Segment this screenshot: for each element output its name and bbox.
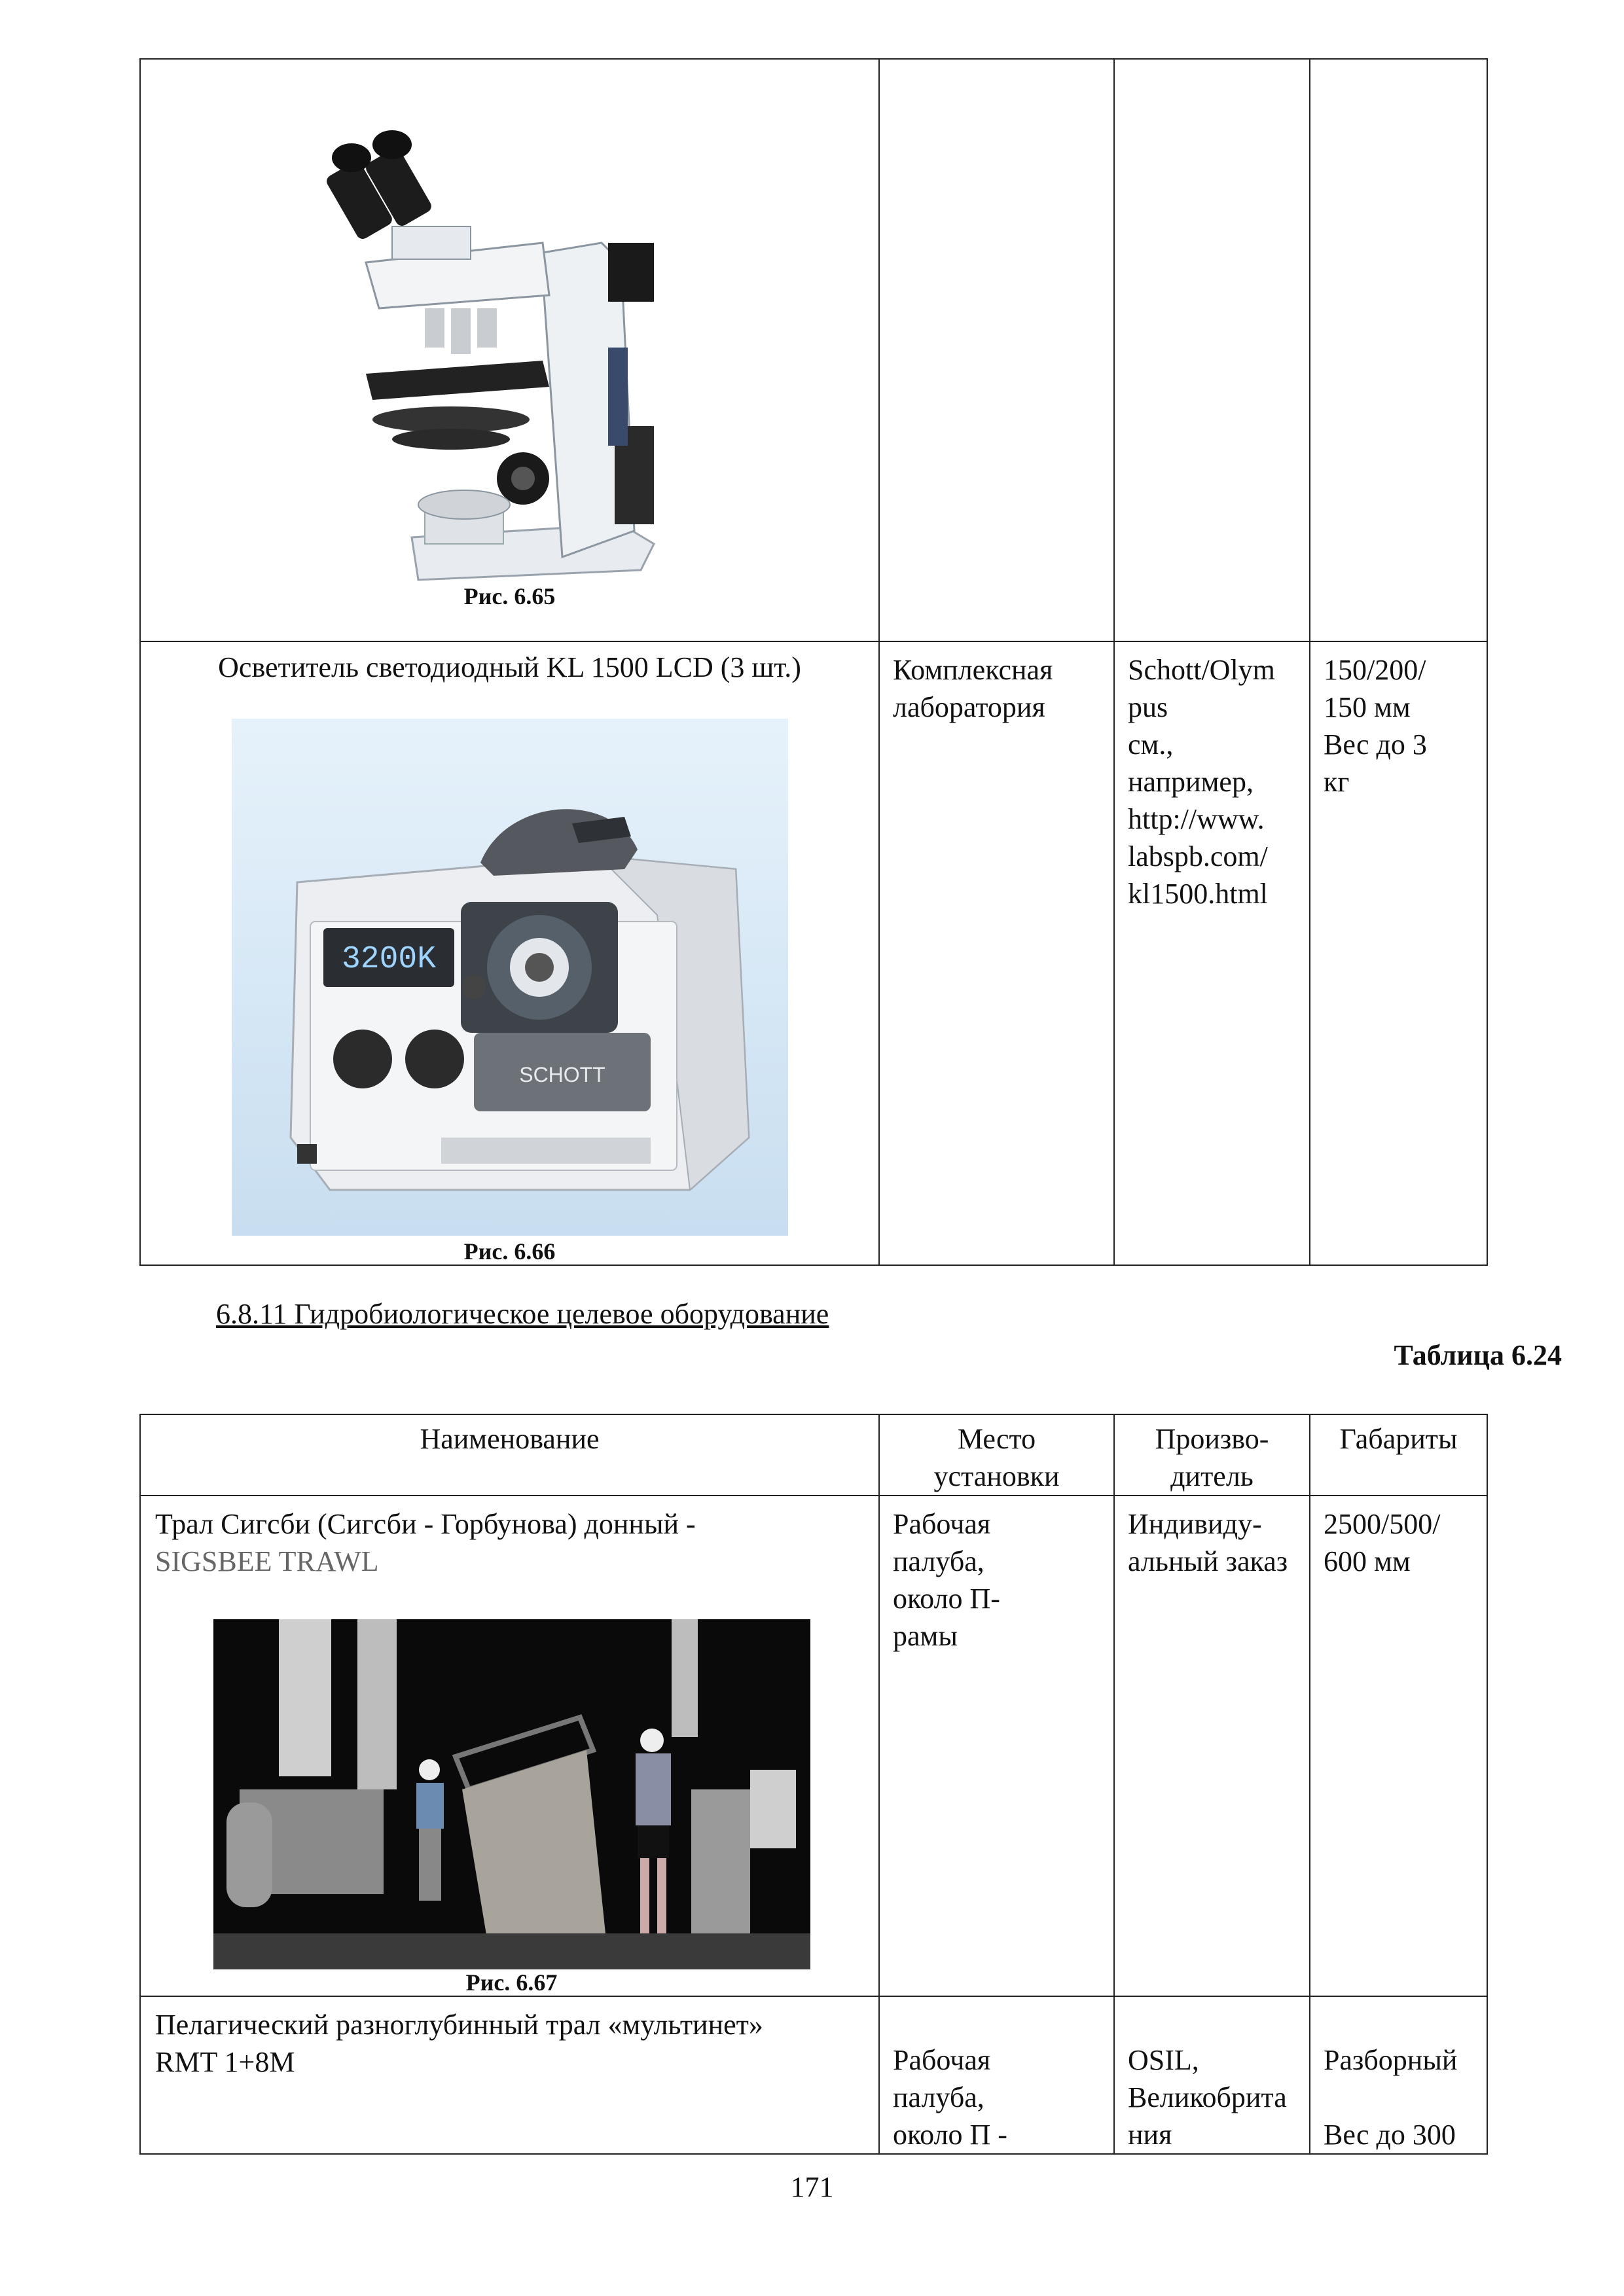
item-name: Осветитель светодиодный KL 1500 LCD (3 шт.) [218,651,801,683]
microscope-image [327,112,693,583]
illuminator-image [232,719,788,1236]
size-cell [1310,641,1487,1265]
hydrobiology-equipment-table [139,1414,1488,2155]
name-cell [140,641,879,1265]
header-text: установки [933,1460,1060,1492]
text-line: 600 мм [1324,1545,1411,1577]
item-name-en: SIGSBEE TRAWL [155,1545,379,1577]
microscope-cell [140,59,879,641]
empty-cell [1114,59,1310,641]
table-row [140,641,1487,1265]
place-cell [879,641,1114,1265]
url-text: kl1500.html [1128,878,1268,910]
url-text: labspb.com/ [1128,840,1268,872]
text-line: рамы [893,1620,958,1652]
trawl-photo [213,1619,810,1969]
item-name: Трал Сигсби (Сигсби - Горбунова) донный - [155,1508,696,1540]
size-cell [1310,1496,1487,1996]
device-brand-text: SCHOTT [518,1063,605,1086]
text-line: Рабочая [893,2044,991,2076]
header-text: Наименование [420,1423,600,1455]
text-line: около П - [893,2119,1007,2151]
spacer [1324,2079,1476,2116]
maker-cell [1114,1996,1310,2154]
place-cell [879,1996,1114,2154]
text-line: палуба, [893,2081,984,2113]
figure-caption: Рис. 6.67 [465,1969,558,1996]
item-name: RMT 1+8M [155,2046,295,2078]
text-line: ния [1128,2119,1172,2151]
name-cell [140,1496,879,1996]
text-line: Вес до 300 [1324,2119,1456,2151]
figure-caption: Рис. 6.65 [463,583,556,609]
empty-cell [879,59,1114,641]
table-row [140,1996,1487,2154]
text-line: Разборный [1324,2044,1458,2076]
place-cell [879,1496,1114,1996]
empty-cell [1310,59,1487,641]
text-line: палуба, [893,1545,984,1577]
text-line: Рабочая [893,1508,991,1540]
item-name: Пелагический разноглубинный трал «мультинет» [155,2009,763,2041]
size-cell [1310,1996,1487,2154]
header-text: Произво- [1155,1423,1269,1455]
header-place [879,1414,1114,1496]
header-size [1310,1414,1487,1496]
page-number: 171 [790,2171,834,2203]
header-maker [1114,1414,1310,1496]
url-text: http://www. [1128,803,1265,835]
text-line: OSIL, [1128,2044,1199,2076]
name-cell [140,1996,879,2154]
equipment-table-continued [139,58,1488,1266]
text-line: Комплексная [893,654,1053,686]
header-name [140,1414,879,1496]
maker-cell [1114,1496,1310,1996]
text-line: Великобрита [1128,2081,1287,2113]
text-line: Вес до 3 [1324,728,1427,761]
table-header-row [140,1414,1487,1496]
table-label: Таблица 6.24 [1394,1339,1562,1371]
header-text: дитель [1170,1460,1254,1492]
text-line: pus [1128,691,1168,723]
text-line: см., [1128,728,1174,761]
section-heading: 6.8.11 Гидробиологическое целевое оборудование [216,1298,829,1330]
text-line: 150 мм [1324,691,1411,723]
text-line: 150/200/ [1324,654,1426,686]
header-text: Место [957,1423,1036,1455]
maker-cell [1114,641,1310,1265]
text-line: например, [1128,766,1254,798]
text-line: Индивиду- [1128,1508,1262,1540]
text-line: 2500/500/ [1324,1508,1441,1540]
text-line: лаборатория [893,691,1045,723]
table-row [140,59,1487,641]
figure-caption: Рис. 6.66 [463,1238,556,1265]
header-text: Габариты [1339,1423,1458,1455]
text-line: кг [1324,766,1350,798]
text-line: Schott/Olym [1128,654,1275,686]
text-line: альный заказ [1128,1545,1288,1577]
device-display-text: 3200K [341,942,436,977]
table-row [140,1496,1487,1996]
text-line: около П- [893,1583,1000,1615]
